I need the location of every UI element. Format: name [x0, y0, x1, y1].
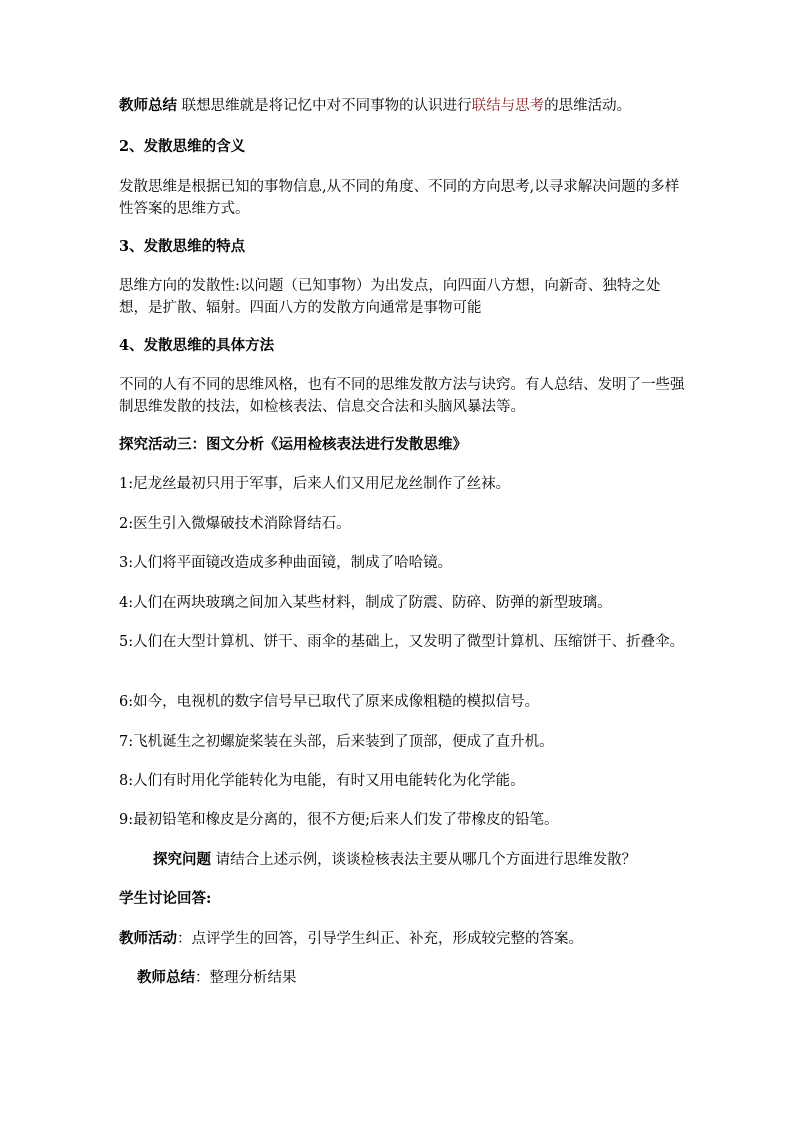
student-discussion: 学生讨论回答:: [119, 890, 212, 907]
list-item: 6:如今，电视机的数字信号早已取代了原来成像粗糙的模拟信号。: [119, 694, 540, 710]
inquiry-question: [153, 849, 693, 871]
teacher-summary-text-b: 的思维活动。: [544, 98, 632, 114]
teacher-summary-label: 教师总结: [119, 97, 177, 114]
heading-divergent-features: 3、发散思维的特点: [119, 238, 246, 255]
list-item: 2:医生引入微爆破技术消除肾结石。: [119, 516, 351, 532]
list-item: 8:人们有时用化学能转化为电能，有时又用电能转化为化学能。: [119, 773, 525, 789]
paragraph-divergent-methods: 不同的人有不同的思维风格，也有不同的思维发散方法与诀窍。有人总结、发明了一些强制思维发散的技法，如检核表法、信息交合法和头脑风暴法等。: [119, 377, 685, 415]
heading-divergent-methods: 4、发散思维的具体方法: [119, 337, 275, 354]
heading-divergent-meaning: 2、发散思维的含义: [119, 138, 246, 155]
list-item: 7:飞机诞生之初螺旋桨装在头部，后来装到了顶部，便成了直升机。: [119, 734, 554, 750]
inquiry-question-label: 探究问题: [153, 851, 211, 868]
teacher-summary-text-a: 联想思维就是将记忆中对不同事物的认识进行: [177, 98, 472, 114]
paragraph-divergent-meaning: 发散思维是根据已知的事物信息,从不同的角度、不同的方向思考,以寻求解决问题的多样性答案的思维方式。: [119, 179, 680, 217]
list-item: 9:最初铅笔和橡皮是分离的，很不方便;后来人们发了带橡皮的铅笔。: [119, 812, 559, 828]
activity-three-title: 探究活动三：图文分析《运用检核表法进行发散思维》: [119, 436, 467, 453]
list-item: 3:人们将平面镜改造成多种曲面镜，制成了哈哈镜。: [119, 555, 453, 571]
teacher-summary-2-text: ：整理分析结果: [195, 970, 297, 986]
teacher-summary-highlight: 联结与思考: [471, 98, 545, 114]
teacher-summary-2: [137, 967, 707, 989]
list-item: 5:人们在大型计算机、饼干、雨伞的基础上，又发明了微型计算机、压缩饼干、折叠伞。: [119, 634, 685, 650]
list-item: 4:人们在两块玻璃之间加入某些材料，制成了防震、防碎、防弹的新型玻璃。: [119, 595, 612, 611]
list-item: 1:尼龙丝最初只用于军事，后来人们又用尼龙丝制作了丝袜。: [119, 476, 511, 492]
teacher-summary-2-label: 教师总结: [137, 969, 195, 986]
teacher-activity-label: 教师活动: [119, 930, 177, 947]
teacher-summary-1: [119, 95, 689, 117]
paragraph-divergent-features: 思维方向的发散性:以问题（已知事物）为出发点，向四面八方想，向新奇、独特之处想，是扩散、辐射。四面八方的发散方向通常是事物可能: [119, 278, 661, 316]
inquiry-question-text: 请结合上述示例，谈谈检核表法主要从哪几个方面进行思维发散？: [211, 852, 637, 868]
teacher-activity-text: ：点评学生的回答，引导学生纠正、补充，形成较完整的答案。: [177, 931, 583, 947]
teacher-activity: [119, 928, 689, 950]
